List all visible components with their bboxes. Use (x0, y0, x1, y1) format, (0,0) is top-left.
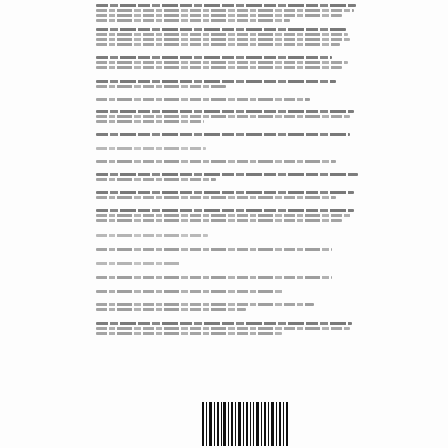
text-line (96, 9, 354, 12)
text-line (96, 219, 342, 222)
text-line (96, 85, 226, 88)
text-line (96, 234, 208, 237)
text-line (96, 327, 350, 330)
text-line (96, 147, 206, 150)
barcode-block (198, 392, 294, 448)
text-line (96, 14, 342, 17)
text-line (96, 160, 336, 163)
text-line (96, 276, 332, 279)
text-line (96, 248, 332, 251)
text-line (96, 33, 348, 36)
text-line (96, 43, 340, 46)
text-line (96, 209, 354, 212)
text-line (96, 56, 332, 59)
text-line (96, 322, 352, 325)
text-line (96, 191, 354, 194)
text-line (96, 173, 358, 176)
text-line (96, 4, 356, 7)
text-line (96, 178, 216, 181)
text-line (96, 80, 336, 83)
text-line (96, 110, 354, 113)
text-line (96, 120, 204, 123)
text-line (96, 332, 282, 335)
text-line (96, 19, 290, 22)
text-line (96, 303, 314, 306)
text-line (96, 38, 350, 41)
barcode-caption (204, 392, 294, 400)
text-line (96, 196, 336, 199)
text-line (96, 98, 310, 101)
text-line (96, 66, 342, 69)
text-line (96, 308, 246, 311)
text-line (96, 290, 284, 293)
text-line (96, 262, 180, 265)
text-line (96, 28, 346, 31)
text-line (96, 133, 350, 136)
text-line (96, 214, 352, 217)
text-line (96, 115, 350, 118)
barcode-icon (198, 402, 294, 446)
text-line (96, 61, 348, 64)
